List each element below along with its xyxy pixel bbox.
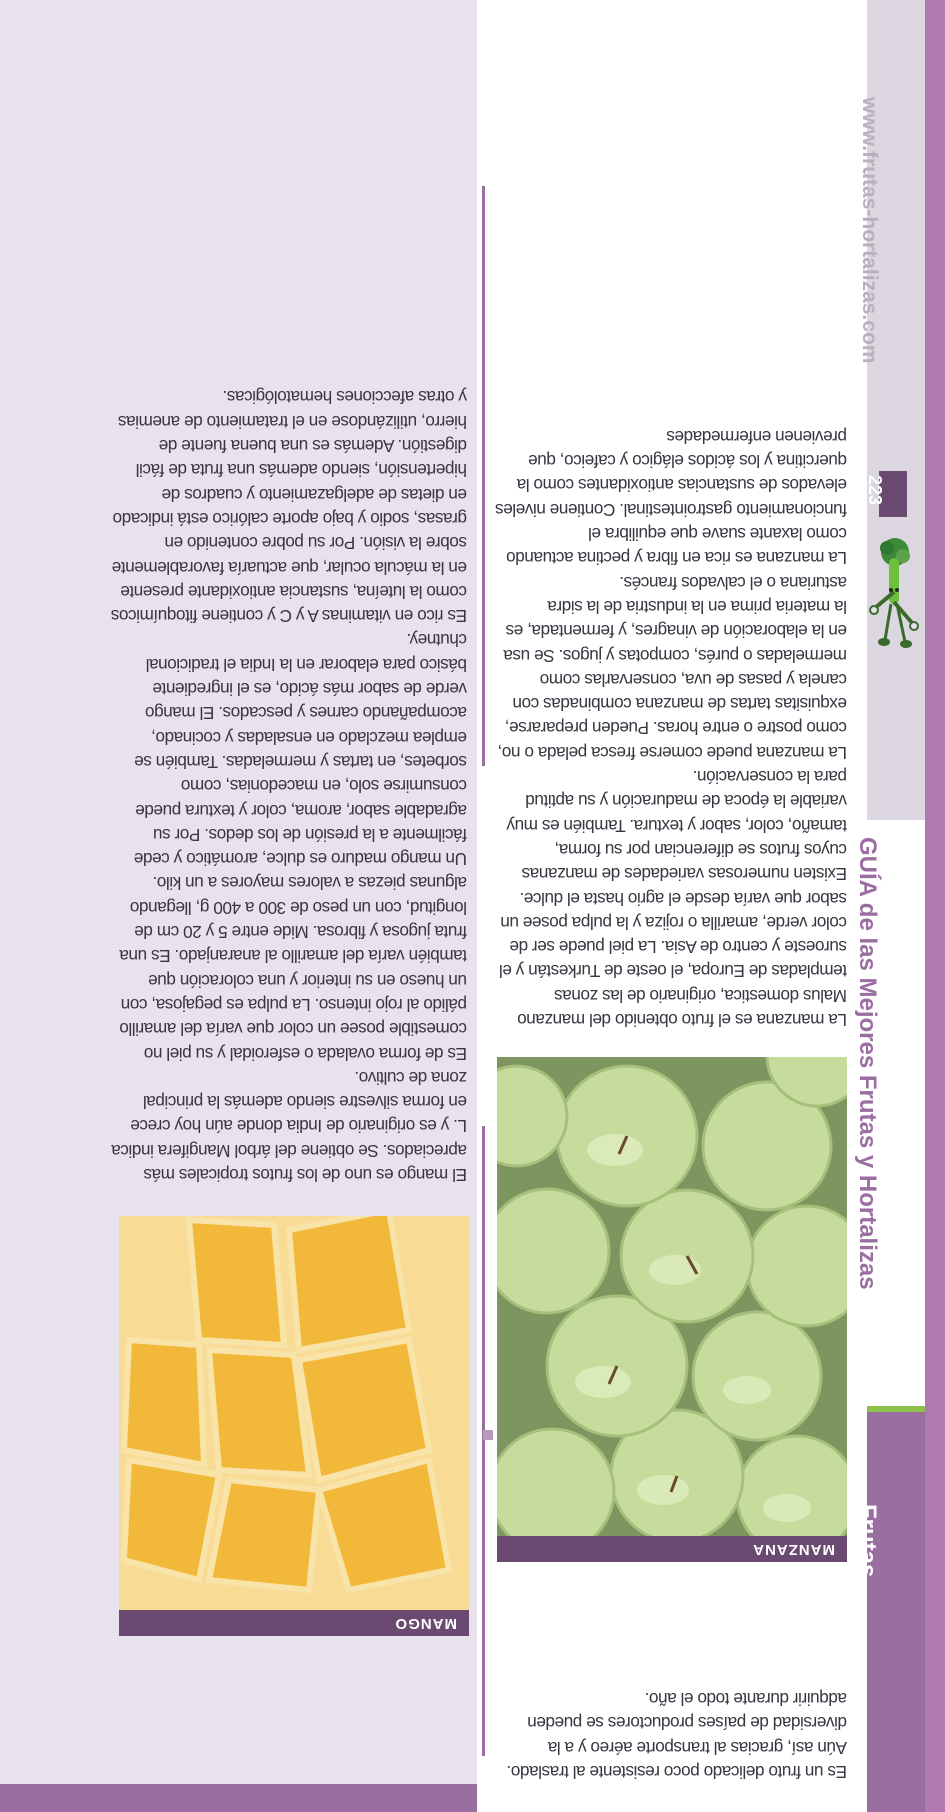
- mango-paragraph: Es rico en vitaminas A y C y contiene fitoquímicos como la luteína, sustancia antioxidante presente en la mácula ocular, que actuaría favorablemente sobre la visión. Por su pobre contenido en grasas, sodio y bajo aporte calórico está indicado en dietas de adelgazamiento y cuadros de hipertensión, siendo además una fruta de fácil digestión. Además es una buena fuente de hierro, utilizándose en el tratamiento de anemias y otras afecciones hematológicas.: [111, 387, 467, 627]
- apple-text: [493, 425, 847, 1032]
- sidebar-section-band: [867, 1412, 925, 1812]
- mango-text: [111, 385, 467, 1187]
- mango-photo: [119, 1216, 469, 1636]
- mango-paragraph: Es de forma ovalada o esferoidal y su piel no comestible posee un color que varía del amarillo pálido al rojo intenso. La pulpa es pegajosa, con un hueso en su interior y una coloración que también varía del amarillo al anaranjado. Es una fruta jugosa y fibrosa. Mide entre 5 y 20 cm de longitud, con un peso de 300 a 400 g, llegando algunas piezas a valores mayores a un kilo.: [119, 873, 467, 1064]
- section-label: Frutas: [854, 1504, 881, 1578]
- apple-paragraph: Existen numerosas variedades de manzanas cuyos frutos se diferencian por su forma, tamaño, color, sabor y textura. También es muy variable la época de maduración y su aptitud para la conservación.: [506, 767, 847, 885]
- mango-image: [119, 1216, 469, 1610]
- apple-column: [493, 1687, 847, 1784]
- vegetable-mascot-icon: [867, 534, 923, 652]
- page-number: 223: [865, 475, 885, 506]
- column-divider-top: [482, 1126, 485, 1756]
- apple-paragraph: La manzana puede comerse fresca pelada o no, como postre o entre horas. Pueden prepararse, exquisitas tartas de manzana combinadas con canela y pasas de uva, conservarlas como mermeladas o purés, compotas y jugos. Se usa en la elaboración de vinagres, y fermentada, es la materia prima en la industria de la sidra asturiana o el calvados francés.: [497, 572, 847, 763]
- guide-title: GUÍA de las Mejores Frutas y Hortalizas: [854, 837, 881, 1290]
- top-color-band: [0, 1784, 477, 1812]
- edge-color-band: [925, 0, 945, 1812]
- mango-paragraph: El mango es uno de los frutos tropicales más apreciados. Se obtiene del árbol Mangifera indica L. y es originario de India donde aún hoy crece en forma silvestre siendo además la principal zona de cultivo.: [111, 1067, 467, 1185]
- apple-intro: Es un fruto delicado poco resistente al traslado. Aún así, gracias al transporte aéreo y a la diversidad de países productores se pueden adquirir durante todo el año.: [506, 1689, 847, 1782]
- mango-paragraph: Un mango maduro es dulce, aromático y cede fácilmente a la presión de los dedos. Por su agradable sabor, aroma, color y textura puede consumirse solo, en macedonias, como sorbetes, en tartas y mermeladas. También se emplea mezclado en ensaladas y cocinado, acompañando carnes y pescados. El mango verde de sabor más ácido, es el ingrediente básico para elaborar en la India el tradicional chutney.: [134, 630, 467, 870]
- column-divider-bottom: [482, 186, 485, 766]
- apple-photo-label: MANZANA: [497, 1536, 847, 1562]
- green-apples-image: [497, 1057, 847, 1536]
- sidebar-green-stripe: [867, 1406, 925, 1412]
- apple-paragraph: La manzana es rica en fibra y pectina actuando como laxante suave que equilibra el funcionamiento gastrointestinal. Contiene niveles elevados de sustancias antioxidantes como la quercitina y los ácidos elágico y cafeico, que previenen enfermedades: [495, 426, 847, 569]
- website-url: www.frutas-hortalizas.com: [858, 97, 881, 364]
- mango-photo-label: MANGO: [119, 1610, 469, 1636]
- apple-paragraph: La manzana es el fruto obtenido del manzano Malus domestica, originario de las zonas templadas de Europa, el oeste de Turkestán y el suroeste y centro de Asia. La piel puede ser de color verde, amarilla o rojiza y la pulpa posee un sabor que varía desde el agrio hasta el dulce.: [499, 888, 847, 1030]
- apple-photo: [497, 1057, 847, 1562]
- bullet-square: [483, 1430, 493, 1440]
